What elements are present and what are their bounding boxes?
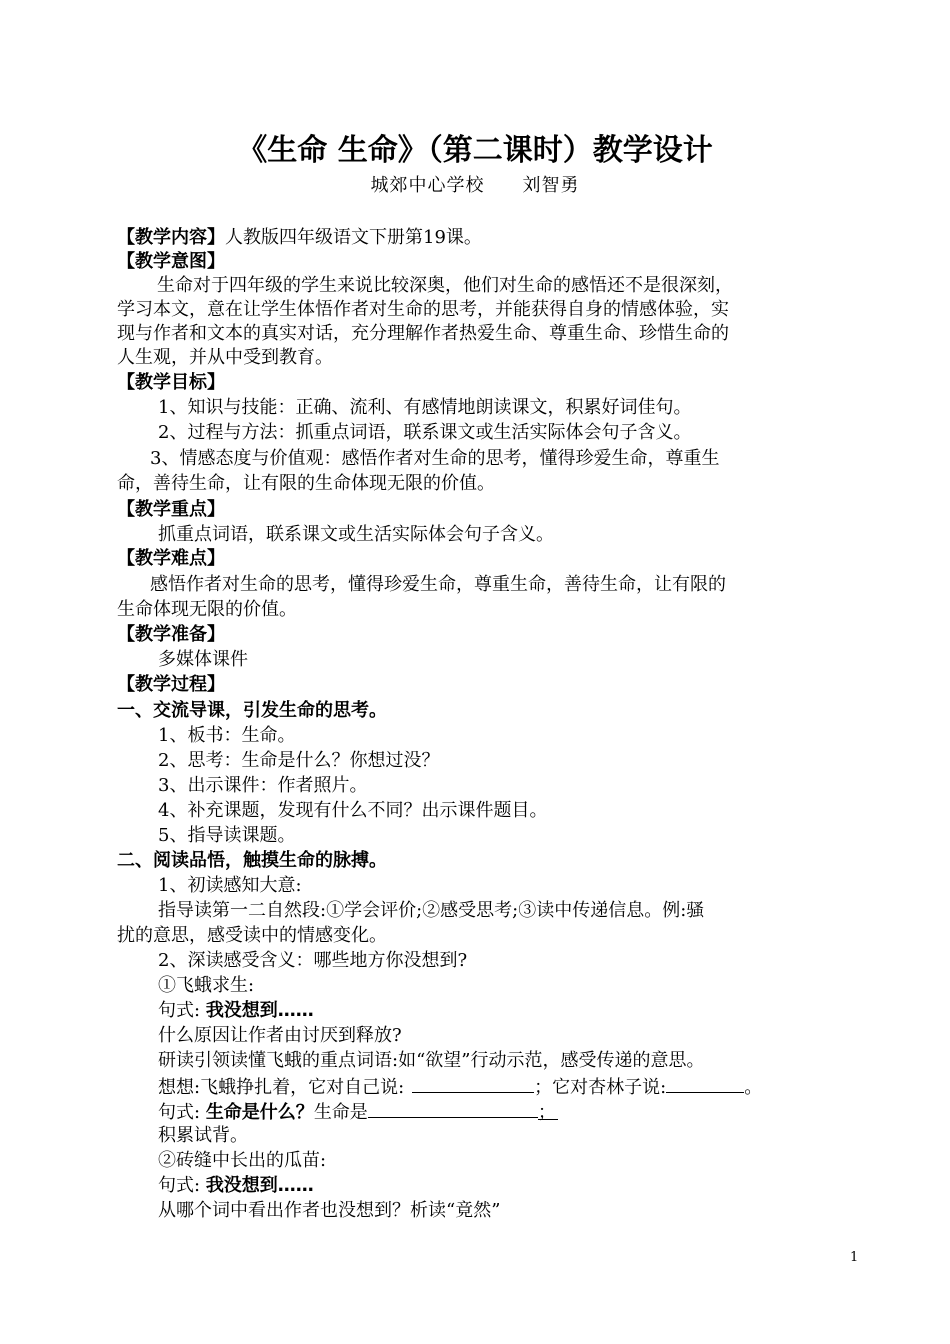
goal-item: 2、过程与方法：抓重点词语，联系课文或生活实际体会句子含义。: [158, 422, 692, 443]
content-row: [117, 226, 482, 250]
fill-end: ；: [537, 1102, 556, 1123]
page-number: 1: [850, 1250, 859, 1265]
intent-line: 学习本文，意在让学生体悟作者对生命的思考，并能获得自身的情感体验，实: [117, 299, 729, 320]
section-heading: 一、交流导课，引发生命的思考。: [117, 700, 387, 721]
step-item: 1、初读感知大意:: [158, 875, 302, 896]
fill-end: 。: [744, 1077, 763, 1098]
content-text: 人教版四年级语文下册第19课。: [225, 227, 482, 248]
step-detail: 指导读第一二自然段:①学会评价;②感受思考;③读中传递信息。例:骚: [158, 900, 705, 921]
goal-item: 命，善待生命，让有限的生命体现无限的价值。: [117, 473, 495, 494]
fill-prompt: 想想:飞蛾挣扎着，它对自己说:: [158, 1077, 405, 1098]
document-title: 《生命 生命》（第二课时）教学设计: [237, 133, 713, 168]
difficulty-line: 感悟作者对生命的思考，懂得珍爱生命，尊重生命，善待生命，让有限的: [150, 574, 726, 595]
fill-prompt: ；它对杏林子说:: [534, 1077, 667, 1098]
sub-item: ①飞蛾求生:: [158, 975, 255, 996]
step-detail: 从哪个词中看出作者也没想到？析读“竟然”: [158, 1200, 501, 1221]
intent-line: 人生观，并从中受到教育。: [117, 347, 333, 368]
goals-label: 【教学目标】: [117, 372, 225, 393]
step-detail: 研读引领读懂飞蛾的重点词语:如“欲望”行动示范，感受传递的意思。: [158, 1050, 705, 1071]
fill-blank[interactable]: [412, 1074, 534, 1093]
pattern-bold: 生命是什么？: [205, 1102, 314, 1123]
pattern-text: 生命是: [313, 1102, 368, 1123]
step-item: 4、补充课题，发现有什么不同？出示课件题目。: [158, 800, 548, 821]
intent-line: 现与作者和文本的真实对话，充分理解作者热爱生命、尊重生命、珍惜生命的: [117, 323, 729, 344]
section-heading: 二、阅读品悟，触摸生命的脉搏。: [117, 850, 387, 871]
goal-item: 1、知识与技能：正确、流利、有感情地朗读课文，积累好词佳句。: [158, 397, 692, 418]
pattern-text: 我没想到……: [205, 1000, 314, 1021]
author-line: 城郊中心学校 刘智勇: [370, 175, 580, 196]
fill-blank[interactable]: [368, 1099, 538, 1118]
intent-line: 生命对于四年级的学生来说比较深奥，他们对生命的感悟还不是很深刻，: [157, 275, 733, 296]
step-detail: 扰的意思，感受读中的情感变化。: [117, 925, 387, 946]
fill-in-row: [158, 1074, 762, 1100]
step-item: 1、板书：生命。: [158, 725, 296, 746]
sub-item: ②砖缝中长出的瓜苗:: [158, 1150, 327, 1171]
step-item: 5、指导读课题。: [158, 825, 296, 846]
keypoint-text: 抓重点词语，联系课文或生活实际体会句子含义。: [158, 524, 554, 545]
sentence-pattern: [158, 1099, 558, 1125]
fill-blank[interactable]: [666, 1074, 744, 1093]
pattern-label: 句式:: [158, 1000, 201, 1021]
sentence-pattern: [158, 999, 314, 1023]
process-label: 【教学过程】: [117, 674, 225, 695]
step-detail: 积累试背。: [158, 1125, 248, 1146]
goal-item: 3、情感态度与价值观：感悟作者对生命的思考，懂得珍爱生命，尊重生: [150, 448, 720, 469]
pattern-label: 句式:: [158, 1102, 201, 1123]
difficulty-label: 【教学难点】: [117, 548, 225, 569]
content-label: 【教学内容】: [117, 227, 225, 248]
prep-text: 多媒体课件: [158, 649, 248, 670]
difficulty-line: 生命体现无限的价值。: [117, 599, 297, 620]
sentence-pattern: [158, 1174, 314, 1198]
step-item: 3、出示课件：作者照片。: [158, 775, 368, 796]
step-detail: 什么原因让作者由讨厌到释放?: [158, 1025, 402, 1046]
intent-label: 【教学意图】: [117, 251, 225, 272]
step-item: 2、思考：生命是什么？你想过没？: [158, 750, 440, 771]
pattern-label: 句式:: [158, 1175, 201, 1196]
step-item: 2、深读感受含义：哪些地方你没想到?: [158, 950, 468, 971]
prep-label: 【教学准备】: [117, 624, 225, 645]
pattern-text: 我没想到……: [205, 1175, 314, 1196]
keypoint-label: 【教学重点】: [117, 499, 225, 520]
